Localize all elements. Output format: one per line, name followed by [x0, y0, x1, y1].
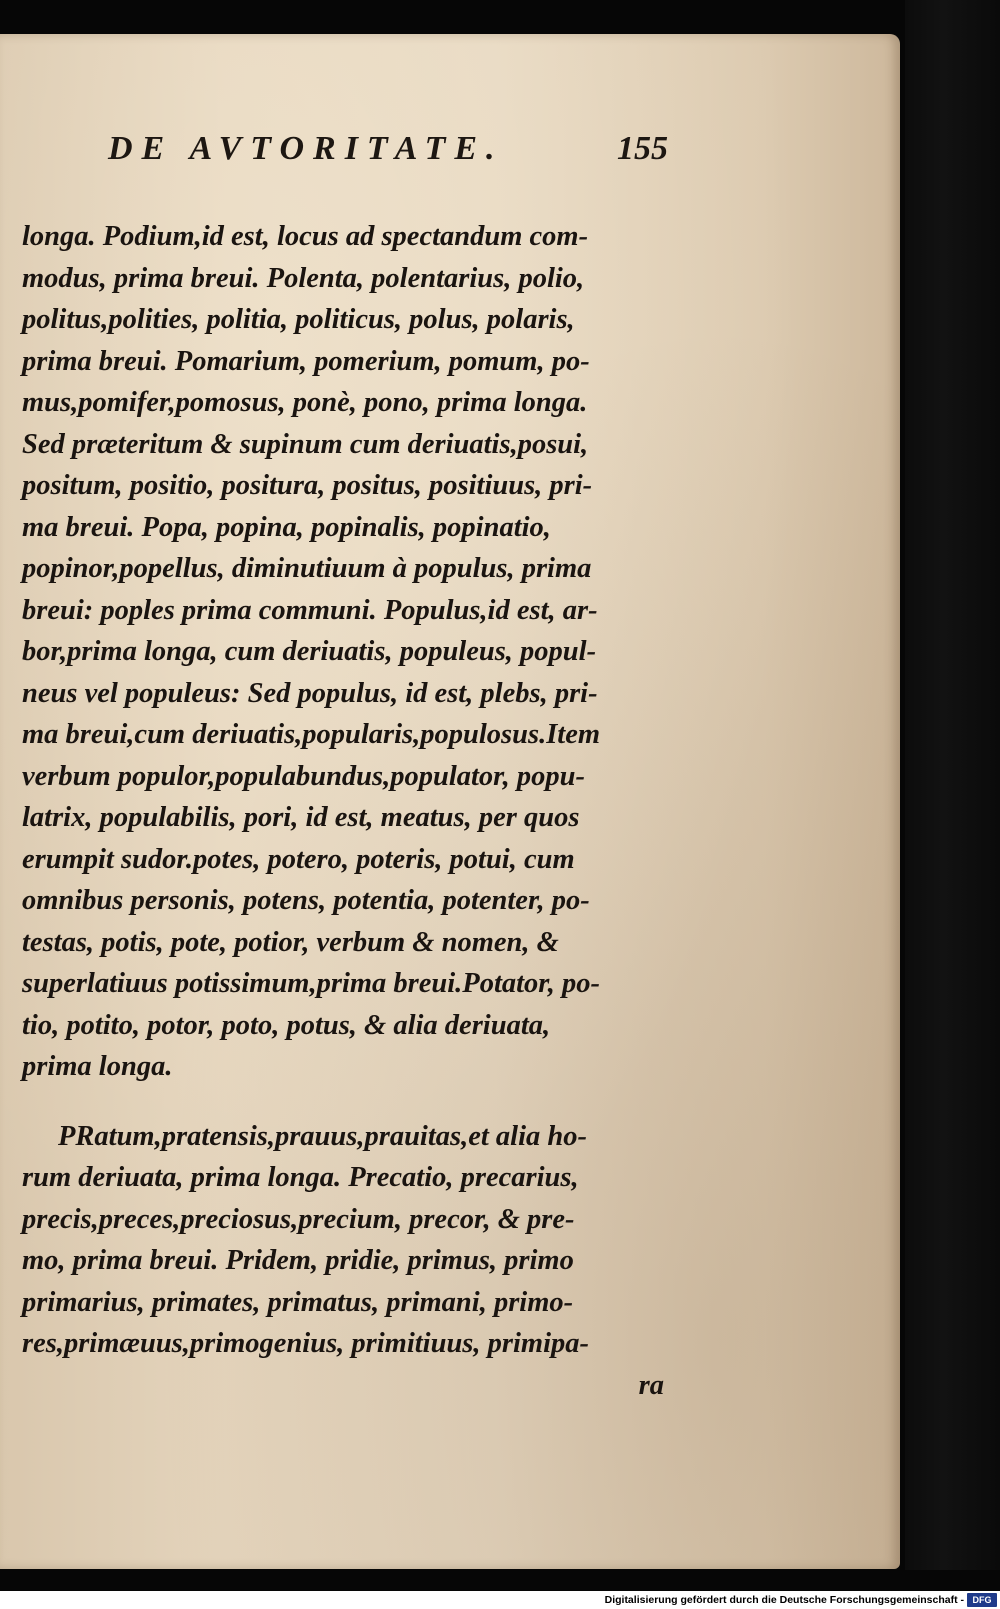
text-line: rum deriuata, prima longa. Precatio, precarius, [22, 1162, 579, 1193]
text-line: Sed præteritum & supinum cum deriuatis,posui, [22, 428, 589, 460]
text-line: erumpit sudor.potes, potero, poteris, potui, cum [22, 843, 575, 875]
text-line: testas, potis, pote, potior, verbum & nomen, & [22, 926, 559, 958]
text-line: ma breui. Popa, popina, popinalis, popinatio, [22, 511, 551, 543]
text-line: politus,polities, politia, politicus, polus, polaris, [22, 304, 575, 335]
text-line: breui: poples prima communi. Populus,id est, ar- [22, 594, 598, 626]
text-line: mo, prima breui. Pridem, pridie, primus, primo [22, 1245, 574, 1276]
funding-credit: Digitalisierung gefördert durch die Deutsche Forschungsgemeinschaft - [604, 1594, 964, 1606]
text-line: precis,preces,preciosus,precium, precor, & pre- [22, 1203, 575, 1235]
text-line: prima breui. Pomarium, pomerium, pomum, po- [22, 345, 590, 377]
text-line: modus, prima breui. Polenta, polentarius, polio, [22, 262, 585, 294]
text-line: omnibus personis, potens, potentia, potenter, po- [22, 885, 590, 916]
text-line: res,primæuus,primogenius, primitiuus, primipa- [22, 1328, 589, 1359]
text-line: PRatum,pratensis,prauus,prauitas,et alia ho- [58, 1120, 587, 1152]
body-text [22, 216, 682, 1406]
text-line: positum, positio, positura, positus, positiuus, pri- [22, 470, 593, 501]
text-line: superlatiuus potissimum,prima breui.Potator, po- [22, 968, 601, 999]
dfg-logo: DFG [967, 1593, 997, 1607]
text-line: verbum populor,populabundus,populator, popu- [22, 760, 586, 792]
text-line: primarius, primates, primatus, primani, primo- [22, 1286, 574, 1318]
text-line: latrix, populabilis, pori, id est, meatus, per quos [22, 802, 580, 833]
text-line: popinor,popellus, diminutiuum à populus, prima [22, 553, 592, 584]
text-line: ma breui,cum deriuatis,popularis,populosus.Item [22, 719, 601, 750]
text-line: prima longa. [22, 1051, 173, 1082]
footer-bar [0, 1591, 1000, 1609]
paragraph-pratum [22, 1116, 682, 1407]
book-page [0, 34, 900, 1569]
text-line: neus vel populeus: Sed populus, id est, plebs, pri- [22, 677, 598, 709]
page-header [108, 130, 668, 190]
text-line: tio, potito, potor, poto, potus, & alia deriuata, [22, 1009, 551, 1041]
book-edge [905, 0, 1000, 1570]
catchword: ra [638, 1369, 664, 1401]
text-line: mus,pomifer,pomosus, ponè, pono, prima longa. [22, 387, 588, 418]
text-line: longa. Podium,id est, locus ad spectandum com- [22, 221, 589, 252]
text-line: bor,prima longa, cum deriuatis, populeus, popul- [22, 636, 597, 667]
running-title: DE AVTORITATE. [108, 130, 504, 167]
page-number: 155 [617, 130, 668, 167]
paragraph-podium [22, 216, 682, 1088]
